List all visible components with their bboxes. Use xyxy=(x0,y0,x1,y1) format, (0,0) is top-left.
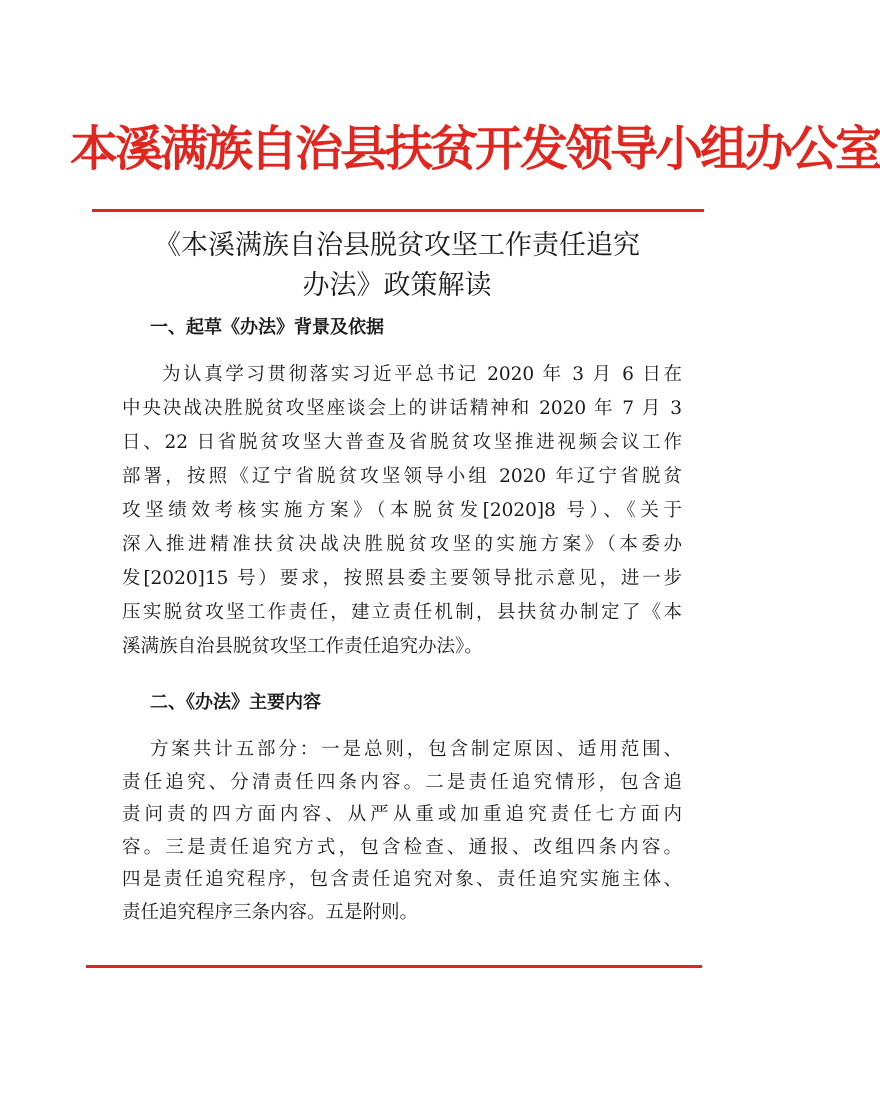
paragraph-line: 日、22 日省脱贫攻坚大普查及省脱贫攻坚推进视频会议工作 xyxy=(122,432,682,453)
paragraph-content xyxy=(122,734,682,929)
section-heading-background: 一、起草《办法》背景及依据 xyxy=(150,317,384,338)
paragraph-line: 四是责任追究程序，包含责任追究对象、责任追究实施主体、 xyxy=(122,869,682,890)
document-title-line: 《本溪满族自治县脱贫攻坚工作责任追究 xyxy=(154,230,640,261)
office-letterhead: 本溪满族自治县扶贫开发领导小组办公室 xyxy=(70,121,880,177)
paragraph-line: 攻坚绩效考核实施方案》（本脱贫发[2020]8 号）、《关于 xyxy=(122,500,682,521)
document-title-line: 办法》政策解读 xyxy=(302,270,492,301)
footer-red-rule xyxy=(86,965,702,968)
paragraph-line: 中央决战决胜脱贫攻坚座谈会上的讲话精神和 2020 年 7 月 3 xyxy=(122,398,682,419)
letterhead-red-rule xyxy=(92,209,704,212)
paragraph-background xyxy=(122,358,682,664)
paragraph-line: 部署，按照《辽宁省脱贫攻坚领导小组 2020 年辽宁省脱贫 xyxy=(122,466,682,487)
paragraph-line: 为认真学习贯彻落实习近平总书记 2020 年 3 月 6 日在 xyxy=(162,364,682,385)
paragraph-line: 责任追究程序三条内容。五是附则。 xyxy=(122,901,419,923)
document-title xyxy=(90,226,704,306)
paragraph-line: 压实脱贫攻坚工作责任，建立责任机制，县扶贫办制定了《本 xyxy=(122,602,682,623)
paragraph-line: 深入推进精准扶贫决战决胜脱贫攻坚的实施方案》（本委办 xyxy=(122,534,682,555)
paragraph-line: 责任追究、分清责任四条内容。二是责任追究情形，包含追 xyxy=(122,771,682,793)
paragraph-line: 发[2020]15 号）要求，按照县委主要领导批示意见，进一步 xyxy=(122,568,682,589)
paragraph-line: 容。三是责任追究方式，包含检查、通报、改组四条内容。 xyxy=(122,836,682,858)
paragraph-line: 溪满族自治县脱贫攻坚工作责任追究办法》。 xyxy=(122,636,483,657)
paragraph-line: 方案共计五部分：一是总则，包含制定原因、适用范围、 xyxy=(150,739,682,760)
section-heading-content: 二、《办法》主要内容 xyxy=(150,692,321,713)
paragraph-line: 责问责的四方面内容、从严从重或加重追究责任七方面内 xyxy=(122,804,682,825)
